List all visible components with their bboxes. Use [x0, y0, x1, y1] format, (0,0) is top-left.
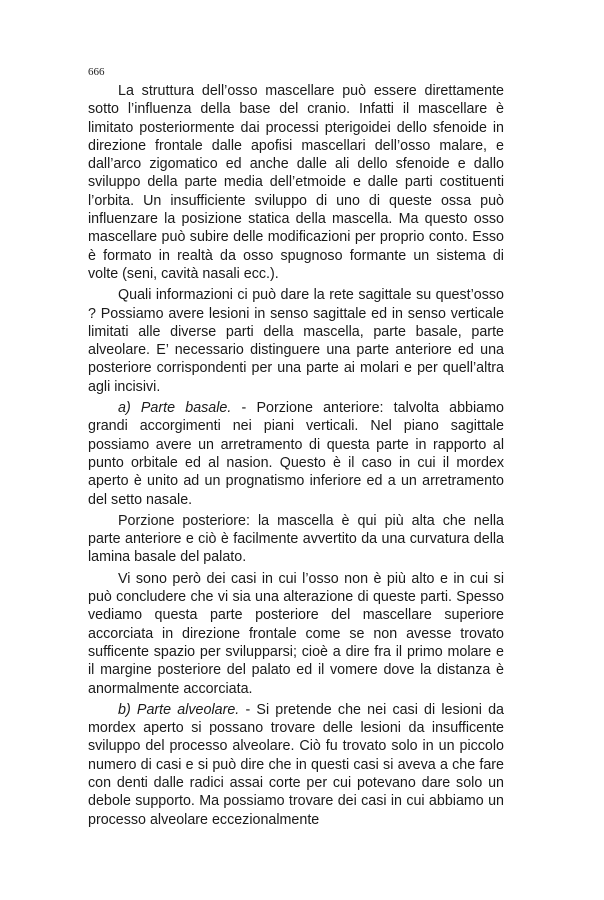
section-heading-a: a) Parte basale.: [118, 400, 232, 417]
page-number: 666: [88, 66, 105, 78]
paragraph-2: Quali informazioni ci può dare la rete sagittale su quest’osso ? Possiamo avere lesioni in senso sagittale ed in senso verticale limitati alle diverse parti della mascella, parte basale, parte alveolare. E’ necessario distinguere una parte anteriore ed una posteriore corrispondenti per una parte ai molari e per quell’altra agli incisivi.: [88, 287, 504, 395]
paragraph-4: Vi sono però dei casi in cui l’osso non è più alto e in cui si può concludere che vi sia una alterazione di queste parti. Spesso vediamo questa parte posteriore del mascellare superiore accorciata in direzione frontale come se non avesse trovato sufficente spazio per svilupparsi; cioè a dire fra il primo molare e il margine posteriore del palato ed il vomere dove la distanza è anormalmente accorciata.: [88, 570, 504, 697]
paragraph-3: Porzione posteriore: la mascella è qui più alta che nella parte anteriore e ciò è facilmente avvertito da una curvatura della lamina basale del palato.: [88, 512, 504, 566]
body-text: [88, 82, 504, 829]
section-text-b: - Si pretende che nei casi di lesioni da mordex aperto si possano trovare delle lesioni da insufficente sviluppo del processo alveolare. Ciò fu trovato solo in un piccolo numero di casi e si può dire che in questi casi si aveva a che fare con denti dalle radici assai corte per cui potevano dare solo un debole supporto. Ma possiamo trovare dei casi in cui abbiamo un processo alveolare eccezionalmente: [88, 701, 504, 828]
section-text-a: - Porzione anteriore: talvolta abbiamo grandi accorgimenti nei piani verticali. Nel piano sagittale possiamo avere un arretramento di questa parte in rapporto al punto orbitale ed al nasion. Questo è il caso in cui il mordex aperto è unito ad un prognatismo inferiore ed a un arretramento del setto nasale.: [88, 400, 504, 508]
section-heading-b: b) Parte alveolare.: [118, 701, 240, 718]
paragraph-parte-basale: [88, 399, 504, 509]
paragraph-1: La struttura dell’osso mascellare può essere direttamente sotto l’influenza della base del cranio. Infatti il mascellare è limitato posteriormente dai processi pterigoidei dello sfenoide in direzione frontale dalle apofisi mascellari dell’osso malare, e dall’arco zigomatico ed anche dalle ali dello sfenoide e dallo sviluppo della parte media dell’etmoide e dalle parti costituenti l’orbita. Un insufficiente sviluppo di uno di queste ossa può influenzare la posizione statica della mascella. Ma questo osso mascellare può subire delle modificazioni per proprio conto. Esso è formato in realtà da osso spugnoso formante un sistema di volte (seni, cavità nasali ecc.).: [88, 83, 504, 282]
paragraph-parte-alveolare: [88, 701, 504, 829]
